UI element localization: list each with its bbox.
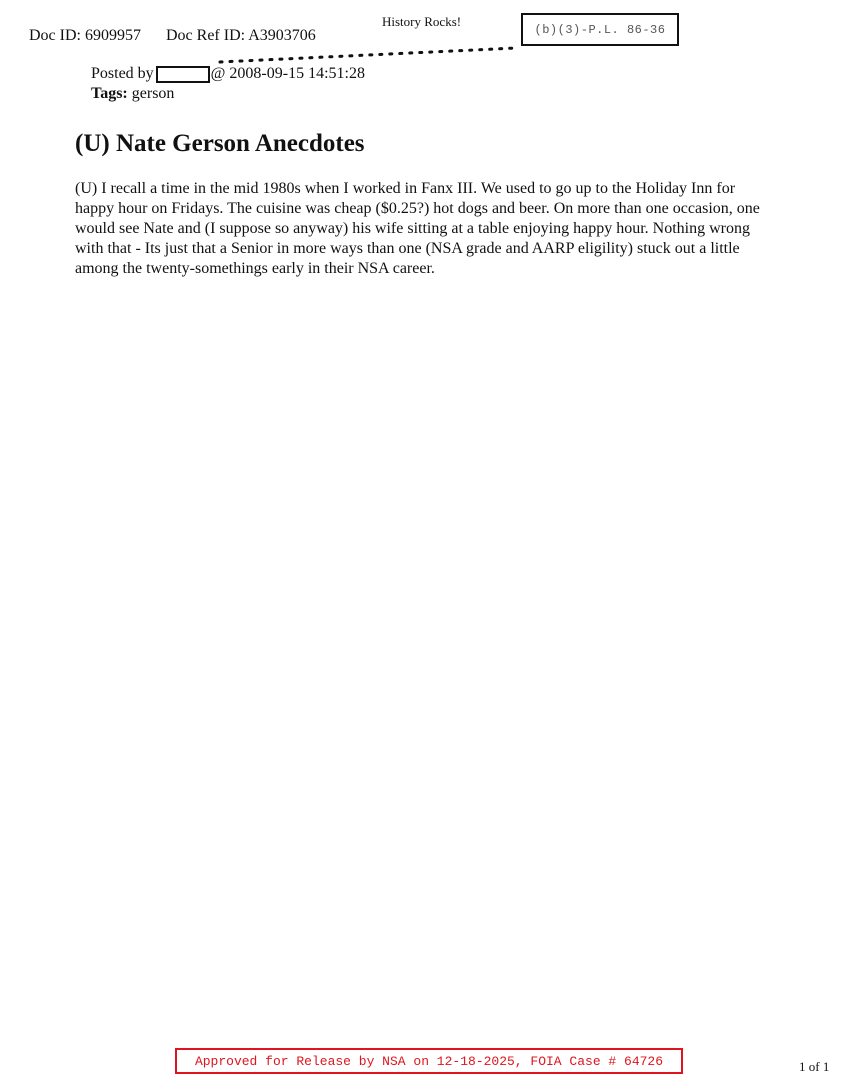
posted-by-label: Posted by	[91, 65, 154, 82]
redaction-box	[156, 66, 210, 83]
tags-label: Tags:	[91, 85, 128, 102]
release-stamp-text: Approved for Release by NSA on 12-18-2025, FOIA Case # 64726	[194, 1053, 664, 1069]
exemption-box	[521, 13, 679, 46]
post-meta	[91, 64, 365, 104]
doc-id: Doc ID: 6909957	[29, 27, 141, 44]
tag-link[interactable]: gerson	[131, 85, 175, 102]
post-body: (U) I recall a time in the mid 1980s when I worked in Fanx III. We used to go up to the Holiday Inn for happy hour on Fridays. The cuisine was cheap ($0.25?) hot dogs and beer. On more than one occasion, one would see Nate and (I suppose so anyway) his wife sitting at a table enjoying happy hour. Nothing wrong with that - Its just that a Senior in more ways than one (NSA grade and AARP eligility) stuck out a little among the twenty-somethings early in their NSA career.	[75, 180, 760, 277]
doc-ref-id: Doc Ref ID: A3903706	[166, 27, 316, 44]
post-title: (U) Nate Gerson Anecdotes	[75, 130, 365, 157]
posted-timestamp: @ 2008-09-15 14:51:28	[210, 65, 365, 82]
posted-by-row	[91, 64, 365, 84]
page-count: 1 of 1	[799, 1059, 830, 1074]
exemption-label: (b)(3)-P.L. 86-36	[534, 22, 666, 37]
tags-row	[91, 84, 365, 104]
release-stamp	[175, 1048, 683, 1074]
site-title: History Rocks!	[382, 14, 462, 29]
dotted-leader	[218, 38, 518, 64]
